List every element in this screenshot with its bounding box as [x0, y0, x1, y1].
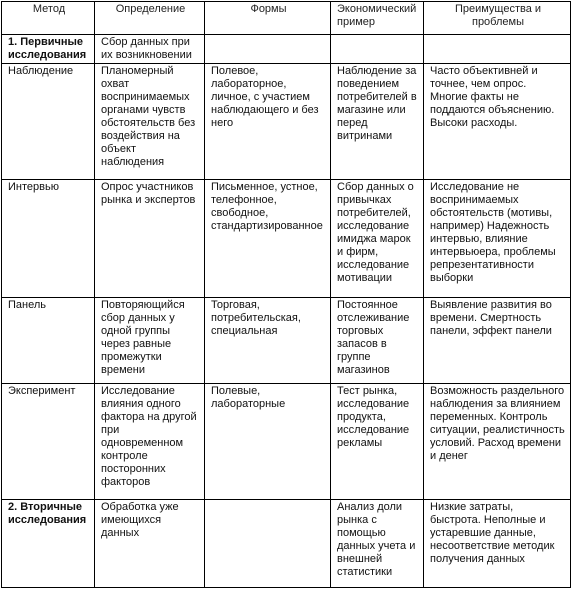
table-cell: [331, 35, 424, 64]
table-cell: Сбор данных о привычках потребителей, исследование имиджа марок и фирм, исследование мотивации: [331, 180, 424, 298]
table-cell: Опрос участников рынка и экспертов: [95, 180, 205, 298]
table-cell: Возможность раздельного наблюдения за влиянием переменных. Контроль ситуации, реалистичность условий. Расход времени и денег: [424, 384, 571, 500]
table-cell: Обработка уже имеющихся данных: [95, 500, 205, 588]
table-cell: Панель: [2, 298, 95, 384]
table-cell: Планомерный охват воспринимаемых органами чувств обстоятельств без воздействия на объект наблюдения: [95, 64, 205, 180]
table-cell: Наблюдение за поведением потребителей в магазине или перед витринами: [331, 64, 424, 180]
header-method: Метод: [2, 2, 95, 35]
table-cell: [205, 35, 331, 64]
header-example: Экономический пример: [331, 2, 424, 35]
header-forms: Формы: [205, 2, 331, 35]
table-cell: 1. Первичные исследования: [2, 35, 95, 64]
table-cell: Низкие затраты, быстрота. Неполные и устаревшие данные, несоответствие методик получения данных: [424, 500, 571, 588]
table-cell: Наблюдение: [2, 64, 95, 180]
table-cell: Интервью: [2, 180, 95, 298]
header-pros-cons: Преимущества и проблемы: [424, 2, 571, 35]
table-cell: Постоянное отслеживание торговых запасов в группе магазинов: [331, 298, 424, 384]
table-cell: [205, 500, 331, 588]
table-cell: 2. Вторичные исследования: [2, 500, 95, 588]
table-row: [2, 35, 571, 64]
header-definition: Определение: [95, 2, 205, 35]
table-cell: Полевое, лабораторное, личное, с участием наблюдающего и без него: [205, 64, 331, 180]
table-cell: [424, 35, 571, 64]
table-row: [2, 500, 571, 588]
methods-table: [1, 1, 571, 588]
table-cell: Анализ доли рынка с помощью данных учета и внешней статистики: [331, 500, 424, 588]
table-row: [2, 298, 571, 384]
header-row: [2, 2, 571, 35]
table-cell: Полевые, лабораторные: [205, 384, 331, 500]
table-cell: Исследование не воспринимаемых обстоятельств (мотивы, например) Надежность интервью, влияние интервьюера, проблемы репрезентативности выборки: [424, 180, 571, 298]
table-row: [2, 180, 571, 298]
table-row: [2, 64, 571, 180]
table-cell: Торговая, потребительская, специальная: [205, 298, 331, 384]
table-cell: Часто объективней и точнее, чем опрос. Многие факты не поддаются объяснению. Высоки расходы.: [424, 64, 571, 180]
table-cell: Тест рынка, исследование продукта, исследование рекламы: [331, 384, 424, 500]
table-cell: Выявление развития во времени. Смертность панели, эффект панели: [424, 298, 571, 384]
table-cell: Исследование влияния одного фактора на другой при одновременном контроле посторонних факторов: [95, 384, 205, 500]
table-row: [2, 384, 571, 500]
table-cell: Повторяющийся сбор данных у одной группы через равные промежутки времени: [95, 298, 205, 384]
table-cell: Письменное, устное, телефонное, свободное, стандартизированное: [205, 180, 331, 298]
table-cell: Эксперимент: [2, 384, 95, 500]
table-cell: Сбор данных при их возникновении: [95, 35, 205, 64]
